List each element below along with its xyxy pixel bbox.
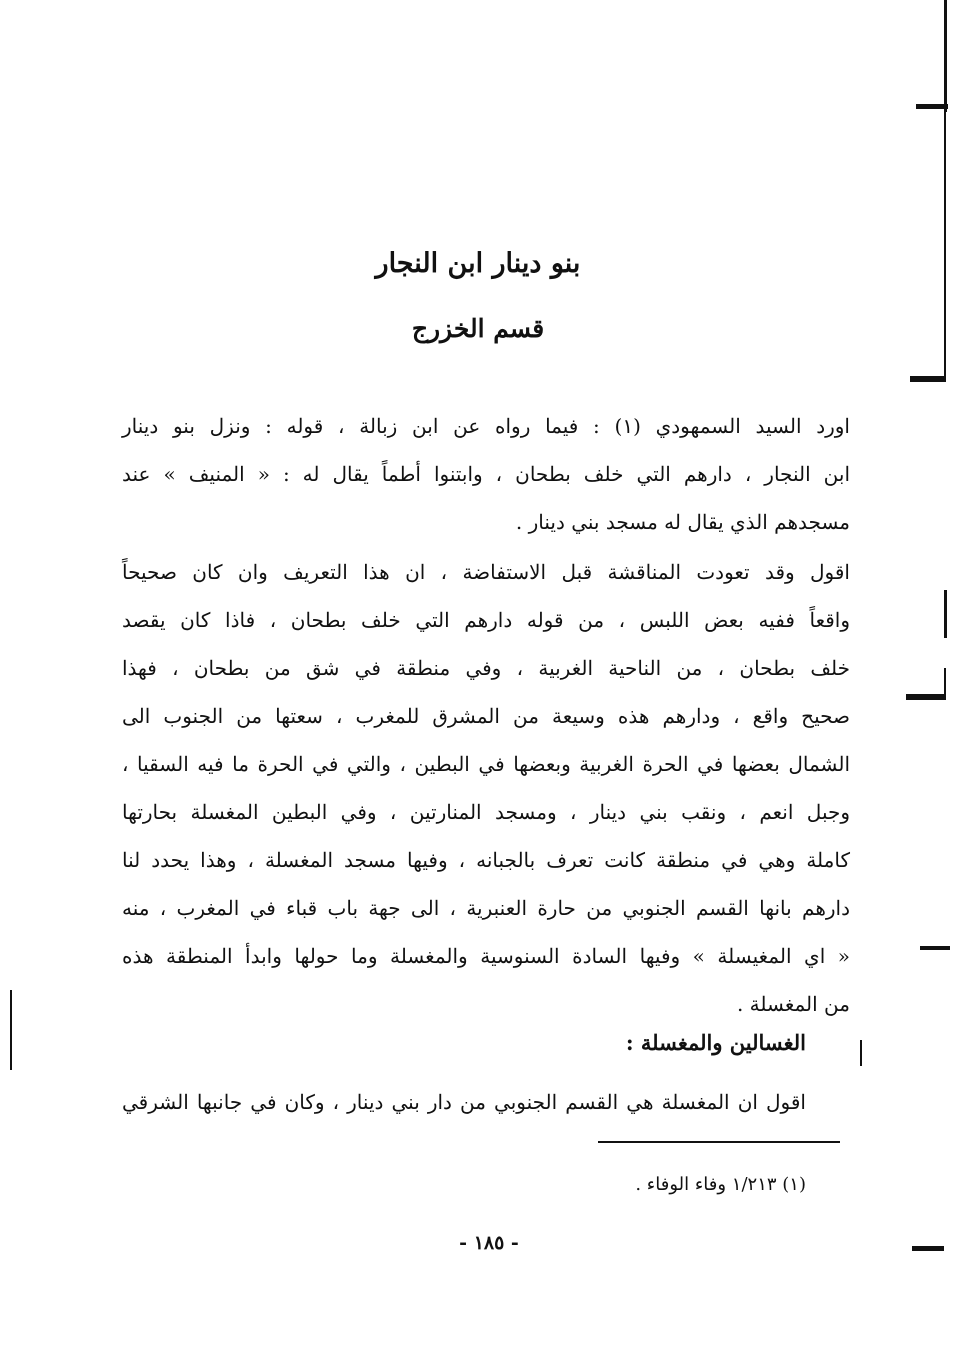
text-line: صحيح واقع ، ودارهم هذه وسيعة من المشرق للمغرب ، سعتها من الجنوب الى — [122, 704, 850, 728]
section-heading: الغسالين والمغسلة : — [625, 1030, 806, 1055]
text-line: خلف بطحان ، من الناحية الغربية ، وفي منطقة في شق من بطحان ، فهذا — [122, 656, 850, 680]
scan-mark — [10, 990, 12, 1070]
scan-mark — [944, 668, 946, 698]
page-title: بنو دينار ابن النجار — [375, 248, 581, 279]
text-line: كاملة وهي في منطقة كانت تعرف بالجبانه ، وفيها مسجد المغسلة ، وهذا يحدد لنا — [122, 848, 850, 872]
paragraph-2 — [122, 548, 850, 1028]
text-line: اورد السيد السمهودي (١) : فيما رواه عن ابن زبالة ، قوله : ونزل بنو دينار — [122, 414, 850, 438]
text-line: « اي المغيسلة » وفيها السادة السنوسية والمغسلة وما حولها وابدأ المنطقة هذه — [122, 944, 850, 968]
text-line: ابن النجار ، دارهم التي خلف بطحان ، وابتنوا أطماً يقال له : « المنيف » عند — [122, 462, 850, 486]
scan-mark — [944, 0, 947, 112]
scan-mark — [944, 590, 947, 638]
paragraph-3: اقول ان المغسلة هي القسم الجنوبي من دار بني دينار ، وكان في جانبها الشرقي — [122, 1090, 806, 1114]
text-line: دارهم بانها القسم الجنوبي من حارة العنبرية ، الى جهة باب قباء في المغرب ، منه — [122, 896, 850, 920]
text-line: وجبل انعم ، ونقب بني دينار ، ومسجد المنارتين ، وفي البطين المغسلة بحارتها — [122, 800, 850, 824]
page-number: - ١٨٥ - — [459, 1232, 519, 1254]
scan-mark — [910, 376, 946, 382]
paragraph-1 — [122, 402, 850, 546]
scan-mark — [916, 104, 948, 109]
page-subtitle: قسم الخزرج — [411, 314, 545, 343]
footnote-divider — [598, 1141, 840, 1143]
text-line: الشمال بعضها في الحرة الغربية وبعضها في البطين ، والتي في الحرة ما فيه السقيا ، — [122, 752, 850, 776]
scan-mark — [860, 1040, 862, 1066]
text-line: مسجدهم الذي يقال له مسجد بني دينار . — [515, 510, 850, 534]
text-line: من المغسلة . — [736, 992, 850, 1016]
scan-mark — [944, 112, 946, 382]
text-line: اقول وقد تعودت المناقشة قبل الاستفاضة ، ان هذا التعريف وان كان صحيحاً — [122, 560, 850, 584]
footnote: (١) ١/٢١٣ وفاء الوفاء . — [635, 1174, 806, 1195]
scan-mark — [912, 1246, 944, 1251]
scan-mark — [920, 946, 950, 950]
text-line: واقعاً ففيه بعض اللبس ، من قوله دارهم التي خلف بطحان ، فاذا كان يقصد — [122, 608, 850, 632]
scan-mark — [906, 694, 946, 700]
